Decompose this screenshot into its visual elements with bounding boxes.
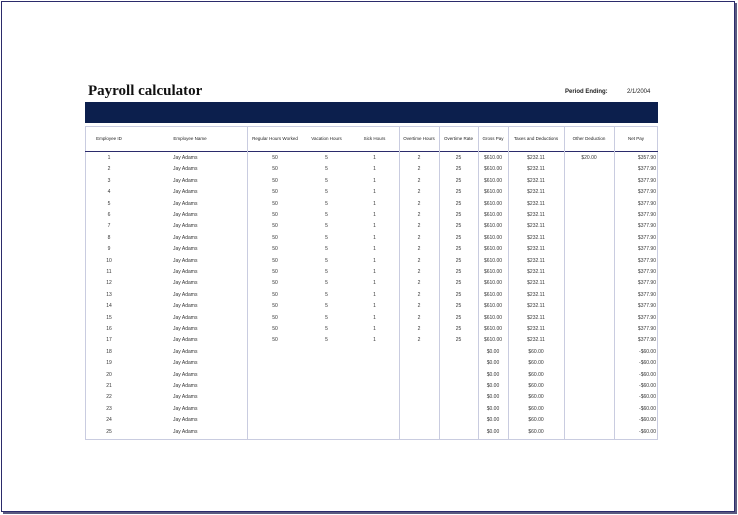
cell-net-pay[interactable]: $377.90 [637,189,656,196]
cell-net-pay[interactable]: $377.90 [637,269,656,275]
cell-employee-name[interactable]: Jay Adams [173,212,198,218]
cell-overtime-rate[interactable] [439,404,478,415]
cell-gross-pay[interactable]: $0.00 [486,360,500,367]
cell-employee-name[interactable]: Jay Adams [173,326,198,332]
cell-overtime-hours[interactable] [399,415,439,426]
cell-employee-id[interactable]: 14 [106,303,112,310]
cell-overtime-hours[interactable] [399,392,439,403]
cell-employee-name[interactable]: Jay Adams [173,189,198,196]
cell-gross-pay[interactable]: $610.00 [483,155,503,161]
cell-other-deduction[interactable] [564,404,614,415]
cell-overtime-hours[interactable]: 2 [417,177,421,184]
cell-gross-pay[interactable]: $0.00 [486,383,500,389]
cell-other-deduction[interactable] [564,324,614,335]
cell-gross-pay[interactable]: $0.00 [486,348,500,355]
cell-taxes-deductions[interactable]: $232.11 [527,166,545,173]
cell-gross-pay[interactable]: $0.00 [486,405,500,412]
cell-employee-name[interactable]: Jay Adams [173,257,198,264]
cell-other-deduction[interactable] [564,335,614,346]
header-sick-hours: Sick Hours [363,136,386,141]
cell-gross-pay[interactable]: $610.00 [483,234,503,241]
cell-employee-id[interactable]: 23 [106,405,112,412]
cell-gross-pay[interactable]: $0.00 [486,394,500,401]
cell-sick-hours[interactable] [350,347,399,358]
cell-employee-name[interactable]: Jay Adams [173,371,198,378]
cell-taxes-deductions[interactable]: $232.11 [527,246,545,253]
cell-other-deduction[interactable] [564,164,614,175]
cell-overtime-rate[interactable] [439,381,478,392]
cell-vacation-hours[interactable] [303,392,350,403]
cell-employee-id[interactable]: 13 [106,291,112,298]
cell-other-deduction[interactable] [564,187,614,198]
cell-overtime-rate[interactable]: 25 [455,189,462,196]
cell-regular-hours[interactable]: 50 [272,337,278,344]
cell-other-deduction[interactable] [564,176,614,187]
cell-taxes-deductions[interactable]: $232.11 [527,189,545,196]
cell-employee-name[interactable]: Jay Adams [173,223,198,230]
cell-net-pay[interactable]: -$60.00 [639,348,656,355]
cell-regular-hours[interactable] [247,404,303,415]
cell-regular-hours[interactable]: 50 [272,234,278,241]
cell-regular-hours[interactable] [247,347,303,358]
cell-sick-hours[interactable]: 1 [373,337,376,344]
cell-sick-hours[interactable]: 1 [373,234,376,241]
cell-gross-pay[interactable]: $610.00 [483,326,503,332]
cell-other-deduction[interactable] [564,210,614,221]
cell-vacation-hours[interactable]: 5 [325,326,328,332]
cell-overtime-hours[interactable]: 2 [417,314,421,321]
cell-net-pay[interactable]: $377.90 [637,223,656,230]
cell-overtime-hours[interactable]: 2 [417,212,421,218]
cell-sick-hours[interactable] [350,415,399,426]
cell-regular-hours[interactable] [247,370,303,381]
cell-other-deduction[interactable] [564,256,614,267]
cell-other-deduction[interactable] [564,427,614,438]
cell-net-pay[interactable]: -$60.00 [639,417,656,424]
cell-net-pay[interactable]: $377.90 [637,212,656,218]
cell-vacation-hours[interactable] [303,347,350,358]
cell-employee-name[interactable]: Jay Adams [173,246,198,253]
cell-regular-hours[interactable]: 50 [272,155,278,161]
cell-vacation-hours[interactable]: 5 [325,314,328,321]
cell-employee-name[interactable]: Jay Adams [173,155,198,161]
cell-taxes-deductions[interactable]: $232.11 [527,337,545,344]
page-title: Payroll calculator [88,83,203,99]
cell-overtime-rate[interactable]: 25 [455,200,462,207]
cell-regular-hours[interactable]: 50 [272,212,278,218]
cell-vacation-hours[interactable] [303,358,350,369]
cell-net-pay[interactable]: -$60.00 [639,360,656,367]
cell-other-deduction[interactable] [564,301,614,312]
cell-other-deduction[interactable] [564,358,614,369]
cell-employee-name[interactable]: Jay Adams [173,269,198,275]
cell-regular-hours[interactable] [247,381,303,392]
header-taxes-deductions: Taxes and Deductions [513,136,559,141]
cell-taxes-deductions[interactable]: $232.11 [527,234,545,241]
cell-vacation-hours[interactable]: 5 [325,280,328,287]
cell-net-pay[interactable]: $377.90 [637,326,656,332]
cell-vacation-hours[interactable] [303,370,350,381]
cell-vacation-hours[interactable]: 5 [325,303,328,310]
cell-employee-id[interactable]: 19 [106,360,112,367]
cell-other-deduction[interactable] [564,415,614,426]
cell-regular-hours[interactable]: 50 [272,246,278,253]
cell-sick-hours[interactable]: 1 [373,280,376,287]
cell-taxes-deductions[interactable]: $232.11 [527,223,545,230]
cell-overtime-rate[interactable] [439,415,478,426]
cell-other-deduction[interactable] [564,370,614,381]
cell-employee-name[interactable]: Jay Adams [173,314,198,321]
cell-gross-pay[interactable]: $610.00 [483,212,503,218]
cell-overtime-rate[interactable]: 25 [455,303,462,310]
cell-employee-id[interactable]: 18 [106,348,112,355]
cell-gross-pay[interactable]: $0.00 [486,371,500,378]
cell-vacation-hours[interactable]: 5 [325,177,328,184]
cell-overtime-rate[interactable] [439,347,478,358]
cell-taxes-deductions[interactable]: $60.00 [528,405,544,412]
cell-employee-name[interactable]: Jay Adams [173,303,198,310]
cell-employee-name[interactable]: Jay Adams [173,394,198,401]
cell-net-pay[interactable]: $377.90 [637,303,656,310]
cell-other-deduction[interactable] [564,267,614,278]
cell-regular-hours[interactable]: 50 [272,177,278,184]
cell-vacation-hours[interactable] [303,427,350,438]
cell-sick-hours[interactable]: 1 [373,166,376,173]
cell-overtime-hours[interactable]: 2 [417,189,421,196]
cell-employee-id[interactable]: 11 [106,269,112,275]
cell-vacation-hours[interactable]: 5 [325,337,328,344]
cell-taxes-deductions[interactable]: $60.00 [528,360,544,367]
cell-employee-id[interactable]: 12 [106,280,112,287]
cell-other-deduction[interactable] [564,233,614,244]
cell-overtime-hours[interactable] [399,427,439,438]
cell-gross-pay[interactable]: $0.00 [486,417,500,424]
cell-employee-id[interactable]: 10 [106,257,112,264]
cell-sick-hours[interactable]: 1 [373,314,376,321]
cell-employee-name[interactable]: Jay Adams [173,234,198,241]
cell-sick-hours[interactable]: 1 [373,291,376,298]
cell-employee-id[interactable]: 17 [106,337,112,344]
cell-sick-hours[interactable] [350,392,399,403]
cell-overtime-rate[interactable]: 25 [455,223,462,230]
cell-employee-id[interactable]: 20 [106,371,112,378]
cell-other-deduction[interactable] [564,199,614,210]
cell-employee-name[interactable]: Jay Adams [173,417,198,424]
cell-vacation-hours[interactable]: 5 [325,257,328,264]
cell-taxes-deductions[interactable]: $232.11 [527,155,545,161]
header-gross-pay: Gross Pay [482,136,504,141]
cell-net-pay[interactable]: $377.90 [637,291,656,298]
cell-regular-hours[interactable] [247,415,303,426]
cell-overtime-rate[interactable]: 25 [455,177,462,184]
cell-employee-name[interactable]: Jay Adams [173,291,198,298]
cell-gross-pay[interactable]: $610.00 [483,189,503,196]
cell-vacation-hours[interactable]: 5 [325,246,328,253]
cell-regular-hours[interactable]: 50 [272,291,278,298]
header-other-deduction: Other Deduction [572,136,606,141]
cell-taxes-deductions[interactable]: $232.11 [527,177,545,184]
cell-net-pay[interactable]: -$60.00 [639,405,656,412]
cell-overtime-hours[interactable]: 2 [417,303,421,310]
cell-taxes-deductions[interactable]: $232.11 [527,291,545,298]
cell-employee-id[interactable]: 22 [106,394,112,401]
cell-sick-hours[interactable]: 1 [373,269,376,275]
cell-net-pay[interactable]: -$60.00 [639,394,656,401]
cell-gross-pay[interactable]: $610.00 [483,257,503,264]
cell-regular-hours[interactable] [247,358,303,369]
cell-vacation-hours[interactable]: 5 [325,234,328,241]
cell-regular-hours[interactable]: 50 [272,189,278,196]
cell-employee-id[interactable]: 5 [107,200,111,207]
cell-net-pay[interactable]: $377.90 [637,200,656,207]
cell-taxes-deductions[interactable]: $232.11 [527,303,545,310]
cell-overtime-rate[interactable]: 25 [455,155,462,161]
cell-sick-hours[interactable]: 1 [373,326,376,332]
cell-net-pay[interactable]: $377.90 [637,234,656,241]
cell-gross-pay[interactable]: $0.00 [486,428,500,435]
period-ending-label: Period Ending: [565,89,608,95]
cell-sick-hours[interactable]: 1 [373,246,376,253]
cell-regular-hours[interactable]: 50 [272,326,278,332]
cell-regular-hours[interactable]: 50 [272,314,278,321]
cell-overtime-rate[interactable]: 25 [455,269,462,275]
cell-overtime-hours[interactable] [399,370,439,381]
cell-sick-hours[interactable]: 1 [373,155,376,161]
cell-employee-id[interactable]: 1 [107,155,111,161]
cell-sick-hours[interactable]: 1 [373,212,376,218]
cell-net-pay[interactable]: $377.90 [637,314,656,321]
cell-regular-hours[interactable]: 50 [272,257,278,264]
header-vacation-hours: Vacation Hours [311,136,342,141]
cell-vacation-hours[interactable]: 5 [325,269,328,275]
cell-gross-pay[interactable]: $610.00 [483,223,503,230]
cell-taxes-deductions[interactable]: $232.11 [527,257,545,264]
cell-net-pay[interactable]: $377.90 [637,257,656,264]
cell-gross-pay[interactable]: $610.00 [483,166,503,173]
cell-other-deduction[interactable] [564,244,614,255]
cell-sick-hours[interactable] [350,381,399,392]
header-overtime-hours: Overtime Hours [403,136,435,141]
cell-other-deduction[interactable] [564,347,614,358]
cell-employee-id[interactable]: 16 [106,326,112,332]
cell-employee-id[interactable]: 24 [106,417,112,424]
cell-other-deduction[interactable] [564,313,614,324]
cell-overtime-hours[interactable] [399,358,439,369]
cell-taxes-deductions[interactable]: $60.00 [528,383,544,389]
cell-employee-name[interactable]: Jay Adams [173,360,198,367]
cell-taxes-deductions[interactable]: $60.00 [528,428,544,435]
cell-net-pay[interactable]: $377.90 [637,177,656,184]
header-employee-name: Employee Name [173,136,207,141]
cell-taxes-deductions[interactable]: $232.11 [527,314,545,321]
cell-overtime-rate[interactable]: 25 [455,314,462,321]
cell-vacation-hours[interactable] [303,415,350,426]
cell-net-pay[interactable]: -$60.00 [639,428,656,435]
cell-taxes-deductions[interactable]: $60.00 [528,348,544,355]
cell-gross-pay[interactable]: $610.00 [483,314,503,321]
cell-vacation-hours[interactable] [303,404,350,415]
cell-employee-id[interactable]: 3 [107,177,111,184]
cell-taxes-deductions[interactable]: $232.11 [527,200,545,207]
cell-employee-id[interactable]: 21 [106,383,112,389]
cell-employee-id[interactable]: 25 [106,428,112,435]
cell-overtime-rate[interactable]: 25 [455,234,462,241]
cell-net-pay[interactable]: $377.90 [637,337,656,344]
cell-overtime-hours[interactable]: 2 [417,223,421,230]
cell-taxes-deductions[interactable]: $232.11 [527,280,545,287]
cell-gross-pay[interactable]: $610.00 [483,177,503,184]
cell-regular-hours[interactable] [247,392,303,403]
cell-net-pay[interactable]: -$60.00 [639,383,656,389]
cell-gross-pay[interactable]: $610.00 [483,269,503,275]
cell-employee-id[interactable]: 8 [107,234,111,241]
cell-sick-hours[interactable]: 1 [373,223,376,230]
cell-regular-hours[interactable]: 50 [272,269,278,275]
cell-sick-hours[interactable]: 1 [373,257,376,264]
cell-regular-hours[interactable]: 50 [272,200,278,207]
cell-net-pay[interactable]: $357.90 [637,155,656,161]
header-employee-id: Employee ID [96,136,122,141]
cell-regular-hours[interactable]: 50 [272,303,278,310]
cell-other-deduction[interactable] [564,278,614,289]
cell-overtime-hours[interactable]: 2 [417,280,421,287]
cell-overtime-rate[interactable]: 25 [455,326,462,332]
cell-sick-hours[interactable] [350,358,399,369]
cell-overtime-hours[interactable]: 2 [417,337,421,344]
cell-gross-pay[interactable]: $610.00 [483,246,503,253]
cell-sick-hours[interactable]: 1 [373,303,376,310]
cell-taxes-deductions[interactable]: $60.00 [528,394,544,401]
cell-employee-id[interactable]: 6 [107,212,111,218]
cell-gross-pay[interactable]: $610.00 [483,291,503,298]
cell-employee-id[interactable]: 4 [107,189,111,196]
cell-other-deduction[interactable] [564,392,614,403]
cell-overtime-rate[interactable]: 25 [455,212,462,218]
cell-overtime-hours[interactable] [399,381,439,392]
cell-employee-name[interactable]: Jay Adams [173,177,198,184]
cell-vacation-hours[interactable]: 5 [325,155,328,161]
cell-employee-name[interactable]: Jay Adams [173,348,198,355]
cell-vacation-hours[interactable]: 5 [325,200,328,207]
cell-employee-id[interactable]: 7 [107,223,111,230]
cell-net-pay[interactable]: -$60.00 [639,371,656,378]
cell-regular-hours[interactable]: 50 [272,223,278,230]
header-regular-hours: Regular Hours Worked [252,136,298,141]
cell-overtime-hours[interactable]: 2 [417,234,421,241]
cell-vacation-hours[interactable]: 5 [325,223,328,230]
cell-vacation-hours[interactable]: 5 [325,166,328,173]
cell-sick-hours[interactable] [350,370,399,381]
cell-overtime-hours[interactable]: 2 [417,326,421,332]
cell-sick-hours[interactable] [350,427,399,438]
cell-overtime-rate[interactable]: 25 [455,257,462,264]
cell-regular-hours[interactable] [247,427,303,438]
cell-taxes-deductions[interactable]: $60.00 [528,417,544,424]
cell-employee-name[interactable]: Jay Adams [173,200,198,207]
cell-net-pay[interactable]: $377.90 [637,280,656,287]
cell-overtime-hours[interactable]: 2 [417,200,421,207]
cell-employee-name[interactable]: Jay Adams [173,166,198,173]
cell-sick-hours[interactable]: 1 [373,189,376,196]
cell-vacation-hours[interactable]: 5 [325,189,328,196]
cell-other-deduction[interactable]: $20.00 [581,155,597,161]
header-banner [85,102,658,123]
cell-other-deduction[interactable] [564,290,614,301]
cell-taxes-deductions[interactable]: $232.11 [527,269,545,275]
cell-overtime-hours[interactable]: 2 [417,269,421,275]
cell-overtime-rate[interactable]: 25 [455,246,462,253]
cell-overtime-rate[interactable] [439,370,478,381]
cell-vacation-hours[interactable] [303,381,350,392]
cell-vacation-hours[interactable]: 5 [325,212,328,218]
cell-sick-hours[interactable] [350,404,399,415]
cell-overtime-hours[interactable]: 2 [417,291,421,298]
cell-employee-name[interactable]: Jay Adams [173,405,198,412]
cell-overtime-rate[interactable]: 25 [455,280,462,287]
cell-overtime-hours[interactable]: 2 [417,257,421,264]
cell-gross-pay[interactable]: $610.00 [483,337,503,344]
cell-taxes-deductions[interactable]: $60.00 [528,371,544,378]
cell-overtime-rate[interactable]: 25 [455,291,462,298]
cell-overtime-rate[interactable]: 25 [455,166,462,173]
cell-sick-hours[interactable]: 1 [373,200,376,207]
cell-vacation-hours[interactable]: 5 [325,291,328,298]
cell-overtime-hours[interactable] [399,404,439,415]
cell-overtime-hours[interactable] [399,347,439,358]
cell-overtime-rate[interactable] [439,392,478,403]
cell-other-deduction[interactable] [564,381,614,392]
cell-employee-name[interactable]: Jay Adams [173,337,198,344]
cell-gross-pay[interactable]: $610.00 [483,280,503,287]
cell-net-pay[interactable]: $377.90 [637,246,656,253]
header-net-pay: Net Pay [627,136,644,141]
cell-other-deduction[interactable] [564,221,614,232]
cell-sick-hours[interactable]: 1 [373,177,376,184]
cell-employee-id[interactable]: 9 [107,246,111,253]
cell-overtime-hours[interactable]: 2 [417,155,421,161]
cell-employee-id[interactable]: 2 [107,166,111,173]
cell-employee-name[interactable]: Jay Adams [173,280,198,287]
cell-regular-hours[interactable]: 50 [272,280,278,287]
cell-regular-hours[interactable]: 50 [272,166,278,173]
cell-overtime-rate[interactable]: 25 [455,337,462,344]
cell-employee-name[interactable]: Jay Adams [173,383,198,389]
cell-overtime-rate[interactable] [439,358,478,369]
cell-employee-id[interactable]: 15 [106,314,112,321]
cell-employee-name[interactable]: Jay Adams [173,428,198,435]
cell-overtime-hours[interactable]: 2 [417,246,421,253]
header-overtime-rate: Overtime Rate [443,136,473,141]
cell-taxes-deductions[interactable]: $232.11 [527,326,545,332]
cell-net-pay[interactable]: $377.90 [637,166,656,173]
cell-overtime-rate[interactable] [439,427,478,438]
cell-gross-pay[interactable]: $610.00 [483,200,503,207]
cell-overtime-hours[interactable]: 2 [417,166,421,173]
cell-gross-pay[interactable]: $610.00 [483,303,503,310]
cell-taxes-deductions[interactable]: $232.11 [527,212,545,218]
period-ending-value[interactable]: 2/1/2004 [627,89,651,95]
